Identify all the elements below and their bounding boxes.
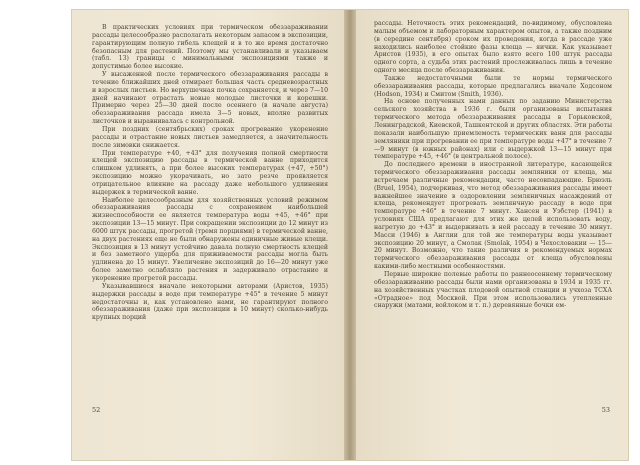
paragraph: У высаженной после термического обеззараживания рассады в течение ближайших дней отмирает большая часть средневозрастных и взрослых листьев. Но верхушечная почка сохраняется, и через 7—10 дней начинают отрастать новые молодые листочки и корешки. Примерно через 25—30 дней после осеннего (в начале августа) обеззараживания рассада имела 3—5 новых, вполне развитых листочков и выравнивалась с контрольной. <box>92 71 328 126</box>
book-gutter <box>344 10 356 460</box>
paragraph: На основе полученных нами данных по заданию Министерства сельского хозяйства в 1936 г. были организованы испытания термического метода обеззараживания рассады в Горьковской, Ленинградской, Киевской, Ташкентской и других областях. Эти работы показали наибольшую приемлемость термических ванн для рассады земляники при прогревании ее при температуре воды +47° в течение 7—9 минут (в южных районах) или с выдержкой 13—15 минут при температуре +45, +46° (в центральной полосе). <box>374 98 612 161</box>
paragraph: Первые широкие полевые работы по раннеосеннему термическому обеззараживанию рассады были нами организованы в 1934 и 1935 гг. на хозяйственных участках плодовой опытной станции и учхоза ТСХА «Отрадное» под Москвой. При этом использовались утепленные снаружи (матами, войлоком и т. п.) деревянные бочки ем- <box>374 271 612 310</box>
paragraph: При температуре +40, +43° для получения полной смертности клещей экспозицию рассады в термической ванне приходится слишком удлинять, а при более высоких температурах (+47, +50°) экспозицию можно укорачивать, но зато резче проявляется отрицательное влияние на рассаду даже небольшого удлинения выдержек в термической ванне. <box>92 149 328 196</box>
paragraph: Наиболее целесообразным для хозяйственных условий режимом обеззараживания рассады с сохранением наибольшей жизнеспособности ее является температура воды +45, +46° при экспозиции 13—15 минут. При сокращении экспозиции до 12 минут из 6000 штук рассады, прогретой (тремя порциями) в термической ванне, на двух растениях еще не были обнаружены единичные живые клещи. Экспозиция в 13 минут устойчиво давала полную смертность клещей и без заметного ущерба для приживаемости рассады могла быть удлинена до 15 минут. Увеличение экспозиций до 16—20 минут уже более заметно ослабляло растения и задерживало отрастание и укоренение прогретой рассады. <box>92 196 328 282</box>
paragraph: Указывавшиеся вначале некоторыми авторами (Аристов, 1935) выдержки рассады в воде при температуре +45° в течение 5 минут недостаточны и, как установлено нами, не гарантируют полного обеззараживания (даже при экспозиции в 10 минут) сколько-нибудь крупных порций <box>92 282 328 322</box>
paragraph: рассады. Неточность этих рекомендаций, по-видимому, обусловлена малым объемом и лабораторным характером опытов, а также поздним (в середине сентября) сроком их проведения, когда в рассаде уже находились наиболее стойкие фазы клеща — яички. Как указывает Аристов (1935), в его опытах было взято всего 100 штук рассады одного сорта, а судьба этих растений прослеживалась лишь в течение одного месяца после обеззараживания. <box>374 20 612 75</box>
page-number: 52 <box>92 406 101 414</box>
paragraph: Также недостаточными были те нормы термического обеззараживания рассады, которые предлагались вначале Ходсоном (Hodson, 1934) и Смитом (Smith, 1936). <box>374 74 612 98</box>
right-page <box>356 10 628 460</box>
paragraph: В практических условиях при термическом обеззараживании рассады целесообразно располагать некоторым запасом в экспозиции, гарантирующим полную гибель клещей и в то же время достаточно безопасным для растений. Поэтому мы устанавливали и указываем (табл. 13) границы с минимальными экспозициями также и допустимые более высокие. <box>92 24 328 71</box>
book-spread <box>72 10 628 460</box>
paragraph: До последнего времени в иностранной литературе, касающейся термического обеззараживания рассады земляники от клеща, мы встречаем различные рекомендации, часто несовпадающие. Брюэль (Bruel, 1954), подчеркивая, что метод обеззараживания рассады имеет важнейшее значение в оздоровлении земляничных насаждений от клеща, рекомендует прогревать землянчную рассаду в воде при температуре +46° в течение 7 минут. Хансен и Уэбстер (1941) в условиях США предлагают для этих же целей использовать воду, нагретую до +43° и выдерживать в ней рассаду в течение 30 минут. Масси (1946) в Англии для той же температуры воды указывает экспозицию 20 минут, а Смолак (Smolak, 1954) в Чехословакии — 15—20 минут. Возможно, что такие различия в рекомендуемых нормах термического обеззараживания рассады от клеща обусловлены какими-либо местными особенностями. <box>374 161 612 271</box>
page-number: 53 <box>601 406 610 414</box>
right-page-text <box>374 20 612 310</box>
left-page <box>72 10 344 460</box>
left-page-text <box>92 24 328 322</box>
paragraph: При поздних (сентябрьских) сроках прогревание укоренение рассады и отрастание новых листьев замедляется, а значительность после зимовки снижается. <box>92 125 328 149</box>
